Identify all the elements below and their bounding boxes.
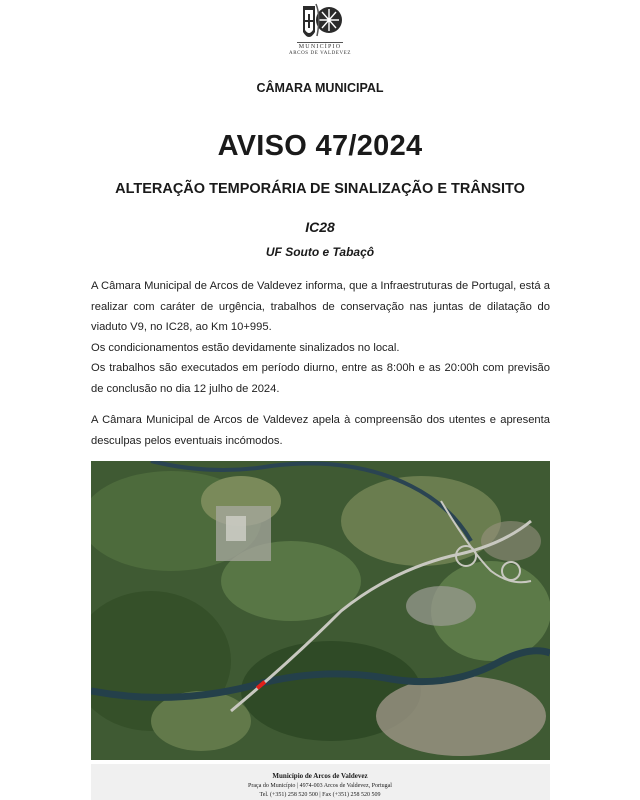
logo-name: MUNICÍPIO bbox=[298, 44, 342, 50]
coat-of-arms-icon bbox=[297, 4, 343, 43]
paragraph-line: A Câmara Municipal de Arcos de Valdevez informa, que a Infraestruturas de Portugal, está a realizar com caráter de urgência, trabalhos de conservação nas juntas de dilatação do viaduto V9, no IC28, ao Km 10+995. bbox=[91, 280, 550, 333]
footer-contacts: Tel. (+351) 258 520 500 | Fax (+351) 258 520 509 bbox=[259, 792, 381, 798]
road-name: IC28 bbox=[305, 219, 335, 235]
municipality-logo bbox=[283, 2, 357, 50]
logo-subtitle: ARCOS DE VALDEVEZ bbox=[289, 51, 351, 56]
organization-heading: CÂMARA MUNICIPAL bbox=[256, 81, 384, 95]
satellite-map bbox=[91, 461, 550, 760]
parish-name: UF Souto e Tabaçô bbox=[265, 245, 375, 259]
notice-title: AVISO 47/2024 bbox=[217, 130, 423, 162]
notice-subtitle: ALTERAÇÃO TEMPORÁRIA DE SINALIZAÇÃO E TRÂNSITO bbox=[115, 181, 525, 197]
footer-address: Praça do Município | 4974-003 Arcos de Valdevez, Portugal bbox=[248, 783, 392, 789]
notice-paragraph-1 bbox=[91, 276, 550, 399]
paragraph-line: Os condicionamentos estão devidamente sinalizados no local. bbox=[91, 341, 400, 354]
footer-name: Município de Arcos de Valdevez bbox=[272, 772, 368, 780]
paragraph-line: Os trabalhos são executados em período diurno, entre as 8:00h e as 20:00h com previsão de conclusão no dia 12 julho de 2024. bbox=[91, 362, 550, 395]
notice-paragraph-2: A Câmara Municipal de Arcos de Valdevez apela à compreensão dos utentes e apresenta desculpas pelos eventuais incómodos. bbox=[91, 414, 550, 447]
